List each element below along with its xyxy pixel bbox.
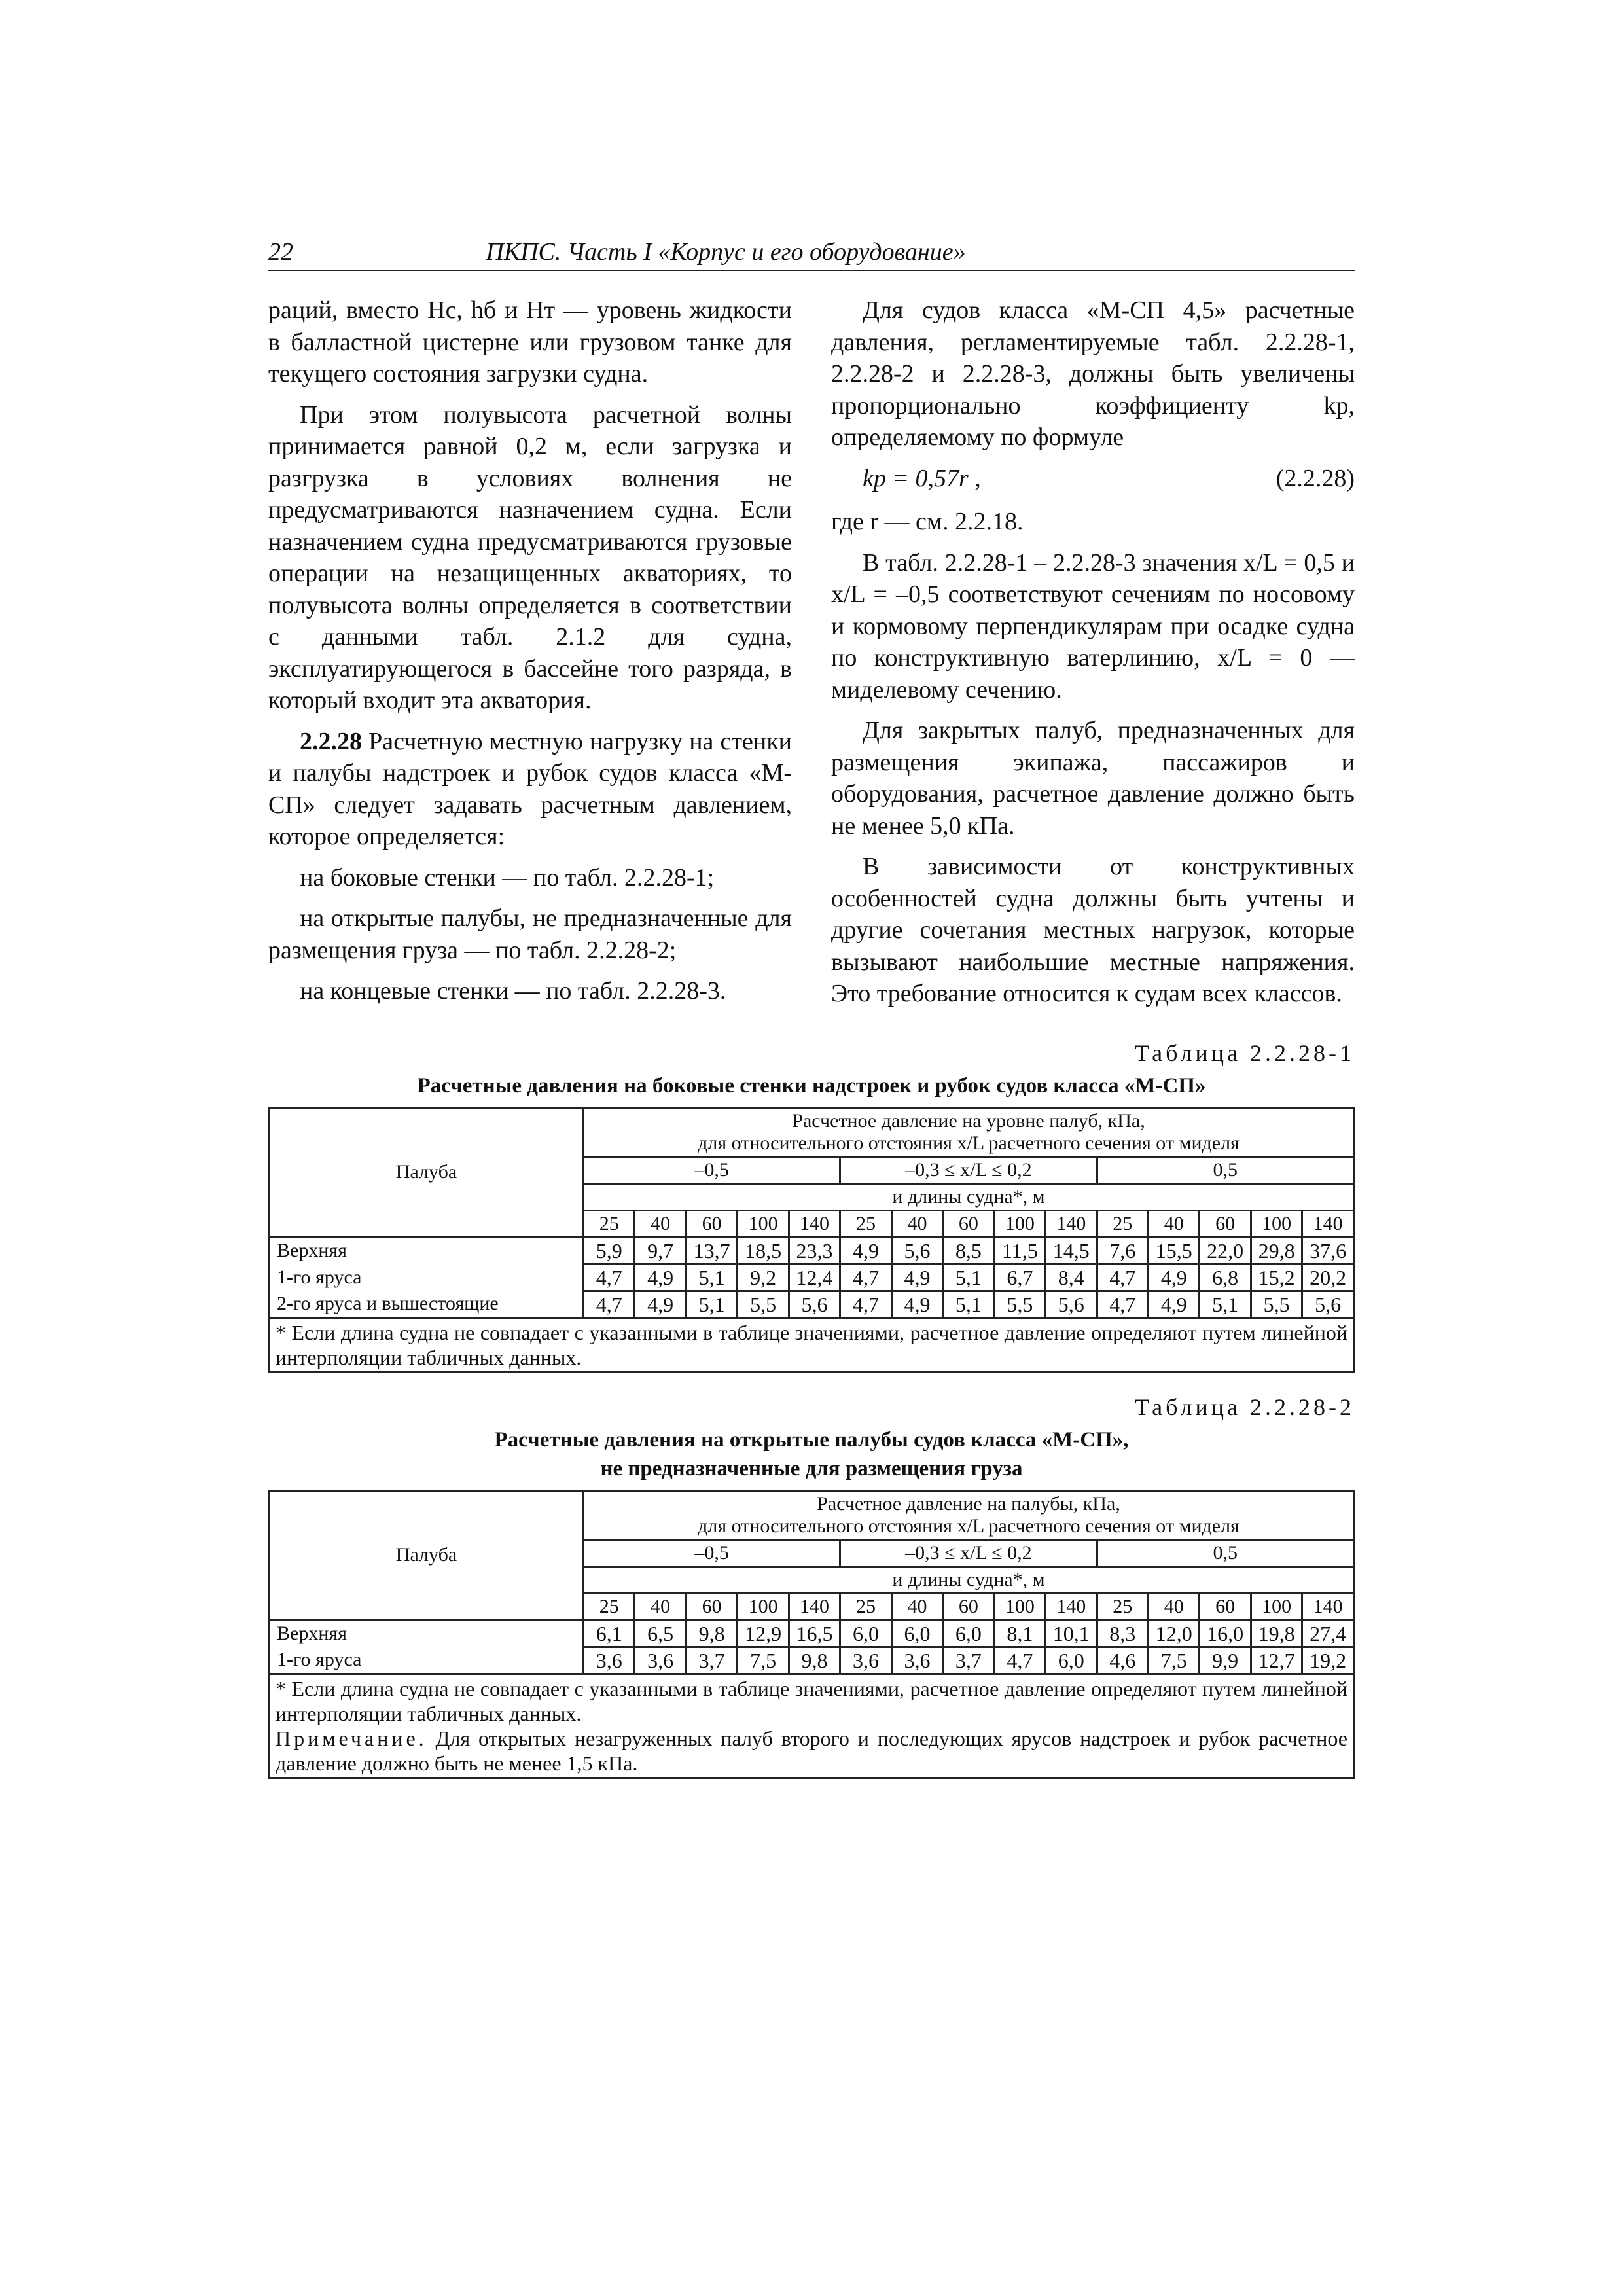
group-header: –0,3 ≤ x/L ≤ 0,2 [840,1539,1097,1566]
text-columns [268,295,1355,1019]
paragraph: на концевые стенки — по табл. 2.2.28-3. [300,977,726,1005]
paragraph: на открытые палубы, не предназначенные для размещения груза — по табл. 2.2.28-2; [268,905,792,964]
document-page [268,236,1355,1779]
table-row: 2-го яруса и вышестоящие 4,7 4,9 5,1 5,5 5,6 4,7 4,9 5,1 5,5 5,6 4,7 4,9 5,1 5,5 5,6 [270,1291,1354,1318]
table-footnote: * Если длина судна не совпадает с указанными в таблице значениями, расчетное давление определяют путем линейной интерполяции табличных данных. [270,1318,1354,1372]
pressure-table-1 [268,1107,1355,1373]
table-header: Расчетное давление на уровне палуб, кПа, для относительного отстояния x/L расчетного сечения от миделя [584,1107,1354,1157]
group-header: –0,5 [584,1157,840,1183]
page-header [268,236,1355,271]
table-row: 1-го яруса 4,7 4,9 5,1 9,2 12,4 4,7 4,9 5,1 6,7 8,4 4,7 4,9 6,8 15,2 20,2 [270,1264,1354,1291]
paragraph: В зависимости от конструктивных особенностей судна должны быть учтены и другие сочетания местных нагрузок, которые вызывают наибольшие местные напряжения. Это требование относится к судам всех классов. [831,853,1355,1007]
note-text: Для открытых незагруженных палуб второго и последующих ярусов надстроек и рубок расчетное давление должно быть не менее 1,5 кПа. [276,1726,1348,1775]
paragraph: Для судов класса «М-СП 4,5» расчетные давления, регламентируемые табл. 2.2.28-1, 2.2.28-2 и 2.2.28-3, должны быть увеличены пропорционально коэффициенту kр, определяемому по формуле [831,296,1355,451]
group-header: 0,5 [1097,1539,1353,1566]
paragraph: на боковые стенки — по табл. 2.2.28-1; [300,863,715,891]
lengths-header: и длины судна*, м [584,1183,1354,1210]
lengths-header: и длины судна*, м [584,1566,1354,1593]
paragraph-text: Расчетную местную нагрузку на стенки и палубы надстроек и рубок судов класса «М-СП» следует задавать расчетным давлением, которое определяется: [268,727,792,850]
group-header: –0,5 [584,1539,840,1566]
table-title: Расчетные давления на открытые палубы судов класса «М-СП», не предназначенные для размещения груза [494,1427,1129,1480]
table-header: Расчетное давление на палубы, кПа, для относительного отстояния x/L расчетного сечения от миделя [584,1490,1354,1539]
column-header-deck: Палуба [270,1490,584,1620]
page-number: 22 [268,238,293,266]
note-label: Примечание. [276,1726,427,1750]
table-footnote: * Если длина судна не совпадает с указанными в таблице значениями, расчетное давление определяют путем линейной интерполяции табличных данных. Примечание. Для открытых незагруженных палуб второго и последующих ярусов надстроек и рубок расчетное давление должно быть не менее 1,5 кПа. [270,1674,1354,1778]
left-column [268,295,792,1019]
group-header: 0,5 [1097,1157,1353,1183]
group-header: –0,3 ≤ x/L ≤ 0,2 [840,1157,1097,1183]
running-title: ПКПС. Часть I «Корпус и его оборудование» [486,238,966,266]
lengths-row: 25 40 60 100 140 25 40 60 100 140 25 40 60 100 140 [270,1210,1354,1237]
column-header-deck: Палуба [270,1107,584,1237]
formula: kр = 0,57r , [863,464,981,492]
table-row: 1-го яруса 3,6 3,6 3,7 7,5 9,8 3,6 3,6 3,7 4,7 6,0 4,6 7,5 9,9 12,7 19,2 [270,1647,1354,1674]
paragraph: где r — см. 2.2.18. [831,508,1024,535]
table-row: Верхняя 5,9 9,7 13,7 18,5 23,3 4,9 5,6 8,5 11,5 14,5 7,6 15,5 22,0 29,8 37,6 [270,1237,1354,1264]
lengths-row: 25 40 60 100 140 25 40 60 100 140 25 40 60 100 140 [270,1593,1354,1620]
formula-line [831,463,1355,495]
paragraph: В табл. 2.2.28-1 – 2.2.28-3 значения x/L = 0,5 и x/L = –0,5 соответствуют сечениям по носовому и кормовому перпендикулярам при осадке судна по конструктивную ватерлинию, x/L = 0 — миделевому сечению. [831,548,1355,704]
section-paragraph [268,726,792,853]
paragraph: раций, вместо Hс, hб и Hт — уровень жидкости в балластной цистерне или грузовом танке для текущего состояния загрузки судна. [268,296,792,387]
paragraph: Для закрытых палуб, предназначенных для размещения экипажа, пассажиров и оборудования, расчетное давление должно быть не менее 5,0 кПа. [831,717,1355,840]
table-row: Верхняя 6,1 6,5 9,8 12,9 16,5 6,0 6,0 6,0 8,1 10,1 8,3 12,0 16,0 19,8 27,4 [270,1620,1354,1647]
pressure-table-2 [268,1490,1355,1779]
right-column [831,295,1355,1019]
table-title: Расчетные давления на боковые стенки надстроек и рубок судов класса «М-СП» [417,1073,1206,1098]
section-number: 2.2.28 [300,727,362,755]
table-label: Таблица 2.2.28-1 [1135,1039,1355,1066]
table-label: Таблица 2.2.28-2 [1135,1393,1355,1420]
paragraph: При этом полувысота расчетной волны принимается равной 0,2 м, если загрузка и разгрузка в условиях волнения не предусматриваются назначением судна. Если назначением судна предусматриваются грузовые операции на незащищенных акваториях, то полувысота волны определяется в соответствии с данными табл. 2.1.2 для судна, эксплуатирующегося в бассейне того разряда, в который входит эта акватория. [268,401,792,714]
formula-number: (2.2.28) [1275,464,1355,492]
